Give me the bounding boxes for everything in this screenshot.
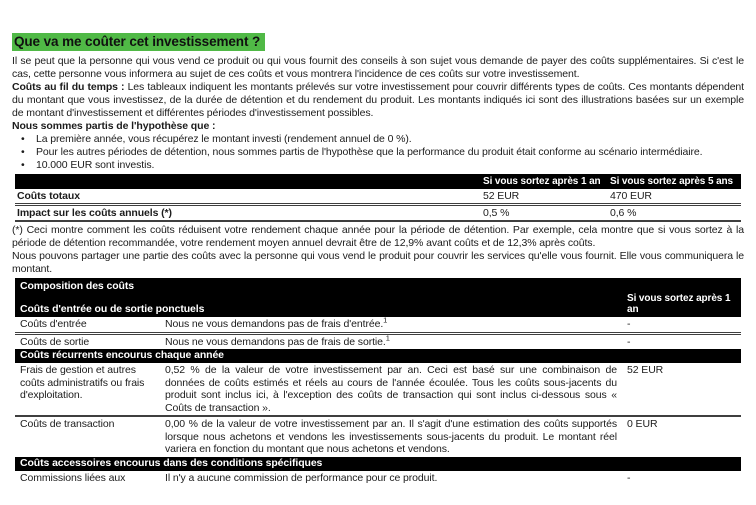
footnote-paragraph: (*) Ceci montre comment les coûts réduisent votre rendement chaque année pour la période de détention. Par exemple, cela montre que si vous sortez à la période de détention recommandée, votre rendement moyen annuel devrait être de 12,9% avant coûts et de 12,3% après coûts. [12, 224, 744, 249]
composition-header-block [15, 278, 741, 317]
empty-header-cell [15, 176, 483, 187]
transaction-costs-text: 0,00 % de la valeur de votre investissement par an. Il s'agit d'une estimation des coûts supportés lorsque nous achetons et vendons les investissements sous-jacents du produit. Le montant réel variera en fonction du montant que nous achetons et vendons. [165, 418, 617, 455]
costs-table-header-row [15, 174, 741, 189]
row-label: Commissions liées aux [20, 471, 126, 484]
table-row [15, 206, 741, 222]
row-label: Impact sur les coûts annuels (*) [17, 207, 172, 219]
row-value: - [627, 335, 631, 348]
cost-sharing-paragraph: Nous pouvons partager une partie des coûts avec la personne qui vous vend le produit pour couvrir les services qu'elle vous fournit. Elle vous communiquera le montant. [12, 250, 744, 275]
hypothesis-label: Nous sommes partis de l'hypothèse que : [12, 120, 216, 132]
row-label: Frais de gestion et autres coûts administratifs ou frais d'exploitation. [20, 364, 145, 401]
column-header-after-5-years: Si vous sortez après 5 ans [610, 176, 734, 187]
cost-composition-table [15, 278, 741, 485]
annual-cost-impact-1-year: 0,5 % [483, 207, 510, 219]
hypothesis-bullet-list [12, 133, 744, 172]
list-item [12, 159, 744, 172]
row-label: Coûts totaux [17, 190, 80, 202]
composition-subheader-row [15, 293, 741, 315]
table-row [15, 317, 741, 335]
section-title-wrap [12, 33, 744, 51]
intro-paragraph: Il se peut que la personne qui vous vend ce produit ou qui vous fournit des conseils à son sujet vous demande de payer des coûts supplémentaires. Si c'est le cas, cette personne vous informera au sujet de ces coûts et vous montrera l'incidence de ces coûts sur votre investissement. [12, 55, 744, 80]
row-value: 52 EUR [627, 364, 664, 376]
list-item [12, 133, 744, 146]
table-row [15, 417, 741, 457]
recurring-costs-header: Coûts récurrents encourus chaque année [15, 349, 741, 363]
list-item [12, 146, 744, 159]
total-costs-5-years: 470 EUR [610, 190, 652, 202]
table-row [15, 189, 741, 206]
performance-fees-text: Il n'y a aucune commission de performance pour ce produit. [165, 471, 438, 484]
bullet-icon: • [21, 146, 25, 158]
composition-title: Composition des coûts [20, 280, 134, 292]
row-description [165, 315, 627, 331]
row-label: Coûts d'entrée [20, 318, 87, 330]
table-row [15, 335, 741, 350]
exit-costs-text: Nous ne vous demandons pas de frais de sortie. [165, 335, 386, 348]
entry-costs-text: Nous ne vous demandons pas de frais d'entrée. [165, 318, 384, 330]
bullet-text: Pour les autres périodes de détention, nous sommes partis de l'hypothèse que la performance du produit était conforme au scénario intermédiaire. [36, 146, 703, 158]
costs-over-time-text: Les tableaux indiquent les montants prélevés sur votre investissement pour couvrir différents types de coûts. Ces montants dépendent du montant que vous investissez, de la durée de détention et du rendement du produit. Les montants indiqués ici sont des illustrations basées sur un exemple de montant d'investissement et différentes périodes d'investissement possibles. [12, 81, 744, 119]
column-header-after-1-year: Si vous sortez après 1 an [483, 176, 601, 187]
row-value: 0 EUR [627, 418, 658, 430]
bullet-icon: • [21, 133, 25, 145]
costs-over-time-label: Coûts au fil du temps : [12, 81, 125, 93]
annual-cost-impact-5-years: 0,6 % [610, 207, 637, 219]
incidental-costs-header: Coûts accessoires encourus dans des conditions spécifiques [15, 457, 741, 471]
costs-over-time-table [15, 174, 741, 222]
table-row [15, 363, 741, 417]
row-value: - [627, 471, 631, 484]
management-fees-text: 0,52 % de la valeur de votre investissement par an. Ceci est basé sur une combinaison de données de coûts estimés et réels au cours de l'année écoulée. Tous les coûts sous-jacents du produit sont inclus ici, à l'exception des coûts de transaction qui sont inclus ci-dessous sous « Coûts de transaction ». [165, 364, 617, 414]
row-label: Coûts de sortie [20, 335, 90, 348]
bullet-text: 10.000 EUR sont investis. [36, 159, 155, 171]
footnote-mark: 1 [383, 315, 388, 325]
column-header-after-1-year: Si vous sortez après 1 an [627, 293, 731, 315]
footnote-mark: 1 [385, 333, 390, 342]
one-off-costs-header: Coûts d'entrée ou de sortie ponctuels [20, 303, 205, 315]
row-description [165, 333, 627, 349]
total-costs-1-year: 52 EUR [483, 190, 520, 202]
row-label: Coûts de transaction [20, 418, 115, 430]
table-row [15, 471, 741, 486]
bullet-text: La première année, vous récupérez le montant investi (rendement annuel de 0 %). [36, 133, 412, 145]
page-title: Que va me coûter cet investissement ? [12, 33, 265, 51]
row-value: - [627, 318, 631, 330]
bullet-icon: • [21, 159, 25, 171]
costs-over-time-paragraph [12, 81, 744, 120]
